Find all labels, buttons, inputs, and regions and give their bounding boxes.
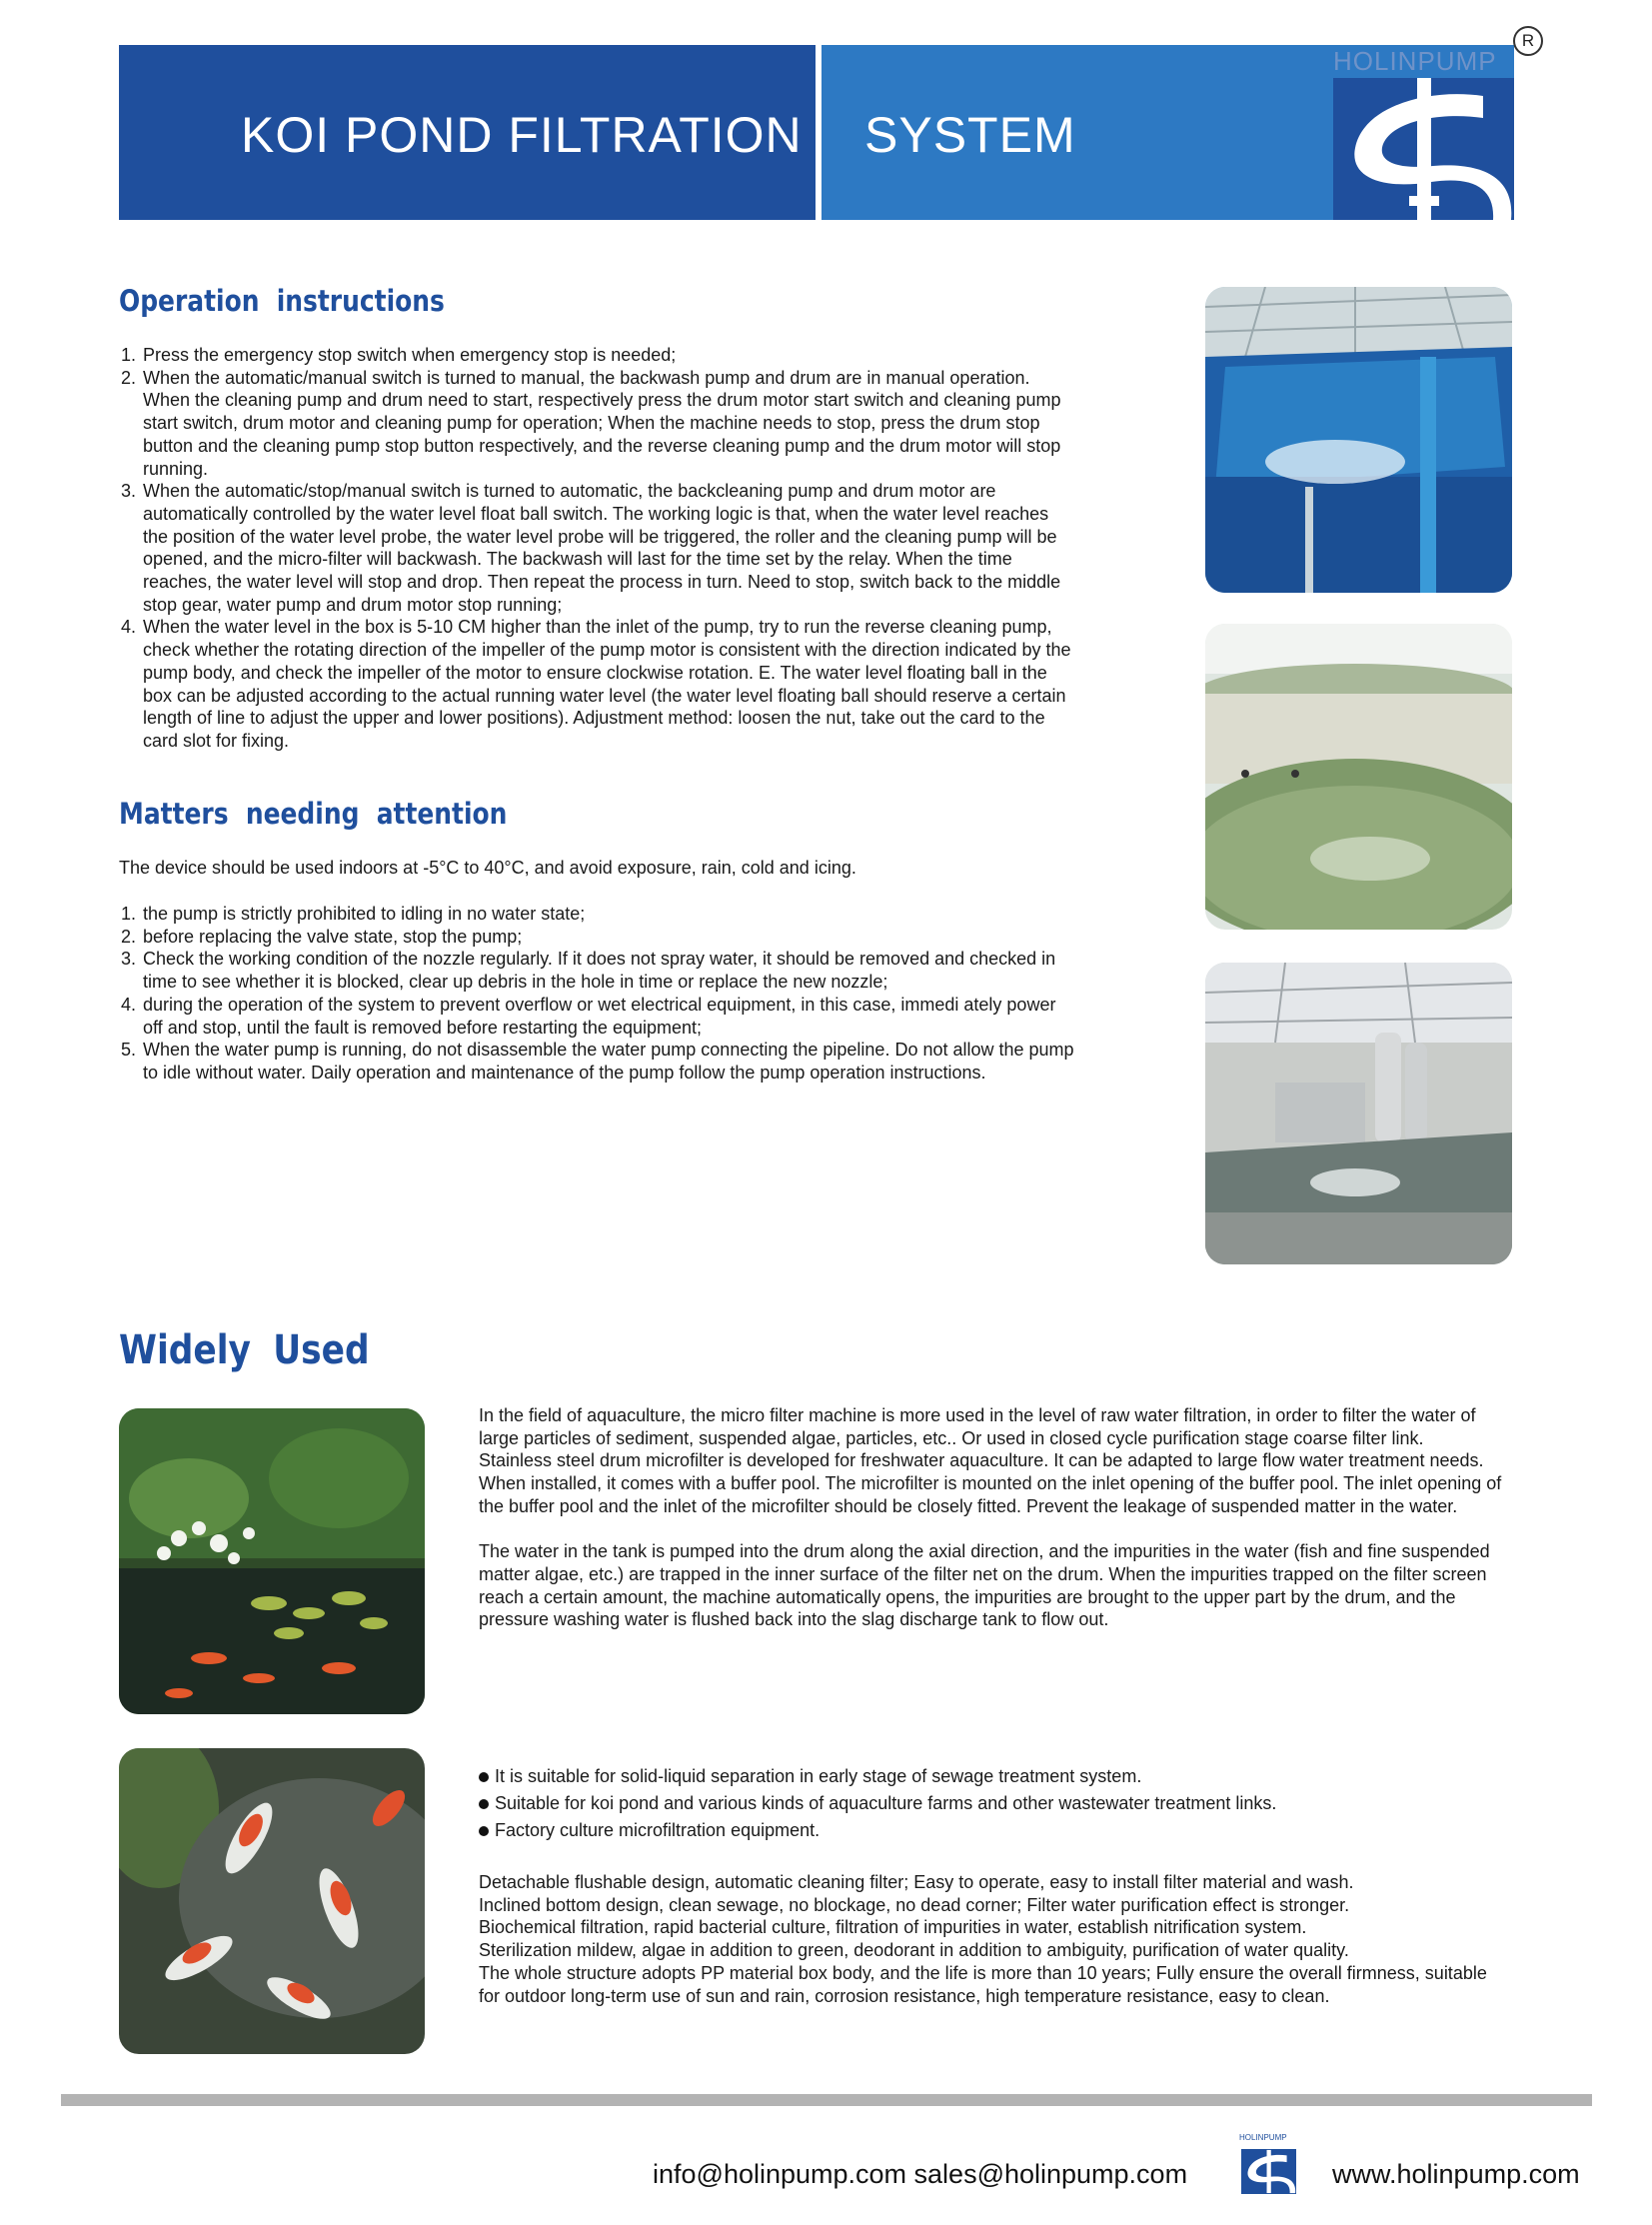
brand-name: HOLINPUMP [1333, 46, 1497, 76]
operation-list [119, 344, 1078, 753]
widely-used-paragraph: When installed, it comes with a buffer pool. The microfilter is mounted on the inlet opening of the buffer pool. The inlet opening of the buffer pool and the inlet of the microfilter should be closely fitted. Prevent the leakage of suspended matter in the water. [479, 1473, 1502, 1516]
operation-item: 4. When the water level in the box is 5-10 CM higher than the inlet of the pump, try to run the reverse cleaning pump, check whether the rotating direction of the impeller of the pump motor is consistent with the direction indicated by the pump body, and check the impeller of the motor to ensure clockwise rotation. E. The water level floating ball in the box can be adjusted according to the actual running water level (the water level floating ball should reserve a certain length of line to adjust the upper and lower positions). Adjustment method: loosen the nut, take out the card to the card slot for fixing. [141, 616, 1078, 752]
operation-heading: Operation instructions [119, 284, 445, 318]
attention-intro: The device should be used indoors at -5°C to 40°C, and avoid exposure, rain, cold and icing. [119, 858, 856, 878]
header-title-left: KOI POND FILTRATION [241, 107, 803, 163]
photo-indoor-fish-tanks [1205, 287, 1512, 593]
footer-mini-brand: HOLINPUMP [1239, 2133, 1287, 2142]
feature-line: Detachable flushable design, automatic cleaning filter; Easy to operate, easy to install filter material and wash. [479, 1872, 1354, 1892]
photo-koi-fish [119, 1748, 425, 2054]
widely-used-bullets [479, 1763, 1508, 1844]
feature-line: Sterilization mildew, algae in addition to green, deodorant in addition to ambiguity, purification of water quality. [479, 1940, 1349, 1961]
photo-filtration-room [1205, 963, 1512, 1264]
attention-item: 2. before replacing the valve state, stop the pump; [141, 926, 1078, 949]
attention-item: 5. When the water pump is running, do not disassemble the water pump connecting the pipeline. Do not allow the pump to idle without water. Daily operation and maintenance of the pump follow the pump operation instructions. [141, 1039, 1078, 1084]
attention-item: 4. during the operation of the system to prevent overflow or wet electrical equipment, in this case, immedi ately power off and stop, until the fault is removed before restarting the equipment; [141, 994, 1078, 1039]
operation-item: 3. When the automatic/stop/manual switch is turned to automatic, the backcleaning pump and drum motor are automatically controlled by the water level float ball switch. The working logic is that, when the water level reaches the position of the water level probe, the water level probe will be triggered, the roller and the cleaning pump will be opened, and the micro-filter will backwash. The backwash will last for the time set by the relay. When the time reaches, the water level will stop and drop. Then repeat the process in turn. Need to stop, switch back to the middle stop gear, water pump and drum motor stop running; [141, 480, 1078, 616]
footer-emails[interactable]: info@holinpump.com sales@holinpump.com [653, 2159, 1188, 2189]
bullet-item: Suitable for koi pond and various kinds of aquaculture farms and other wastewater treatment links. [479, 1790, 1508, 1817]
bullet-item: Factory culture microfiltration equipment. [479, 1817, 1508, 1844]
widely-used-block1 [479, 1404, 1508, 1631]
header-title-right: SYSTEM [864, 107, 1076, 163]
widely-used-heading: Widely Used [119, 1327, 370, 1373]
widely-used-paragraph: Stainless steel drum microfilter is developed for freshwater aquaculture. It can be adapted to large flow water treatment needs. [479, 1450, 1484, 1471]
operation-item: 2. When the automatic/manual switch is turned to manual, the backwash pump and drum are in manual operation. When the cleaning pump and drum need to start, respectively press the drum motor start switch and cleaning pump start switch, drum motor and cleaning pump for operation; When the machine needs to stop, press the drum stop button and the cleaning pump stop button respectively, and the reverse cleaning pump and the drum motor will stop running. [141, 367, 1078, 481]
widely-used-paragraph: The water in the tank is pumped into the drum along the axial direction, and the impurities in the water (fish and fine suspended matter algae, etc.) are trapped in the inner surface of the filter net on the drum. When the impurities trapped on the filter screen reach a certain amount, the machine automatically opens, the impurities are brought to the upper part by the drum, and the pressure washing water is flushed back into the slag discharge tank to flow out. [479, 1541, 1490, 1630]
feature-line: The whole structure adopts PP material box body, and the life is more than 10 years; Fully ensure the overall firmness, suitable for outdoor long-term use of sun and rain, corrosion resistance, high temperature resistance, easy to clean. [479, 1962, 1487, 2006]
attention-item: 3. Check the working condition of the nozzle regularly. If it does not spray water, it should be removed and checked in time to see whether it is blocked, clear up debris in the hole in time or replace the new nozzle; [141, 948, 1078, 993]
attention-heading: Matters needing attention [119, 797, 508, 831]
operation-item: 1. Press the emergency stop switch when emergency stop is needed; [141, 344, 1078, 367]
attention-item: 1. the pump is strictly prohibited to idling in no water state; [141, 903, 1078, 926]
bullet-item: It is suitable for solid-liquid separation in early stage of sewage treatment system. [479, 1763, 1508, 1790]
footer-logo-icon [1241, 2149, 1296, 2194]
registered-mark: R [1513, 26, 1543, 56]
photo-round-green-tanks [1205, 624, 1512, 930]
attention-list [119, 903, 1078, 1085]
photo-koi-pond-garden [119, 1408, 425, 1714]
widely-used-paragraph: In the field of aquaculture, the micro filter machine is more used in the level of raw water filtration, in order to filter the water of large particles of sediment, suspended algae, particles, etc.. Or used in closed cycle purification stage coarse filter link. [479, 1405, 1476, 1448]
widely-used-features [479, 1871, 1508, 2007]
feature-line: Inclined bottom design, clean sewage, no blockage, no dead corner; Filter water purification effect is stronger. [479, 1894, 1350, 1915]
footer-divider [61, 2094, 1592, 2106]
footer-website-link[interactable]: www.holinpump.com [1332, 2159, 1580, 2189]
holinpump-logo-icon [1333, 78, 1514, 220]
feature-line: Biochemical filtration, rapid bacterial culture, filtration of impurities in water, establish nitrification system. [479, 1917, 1307, 1938]
